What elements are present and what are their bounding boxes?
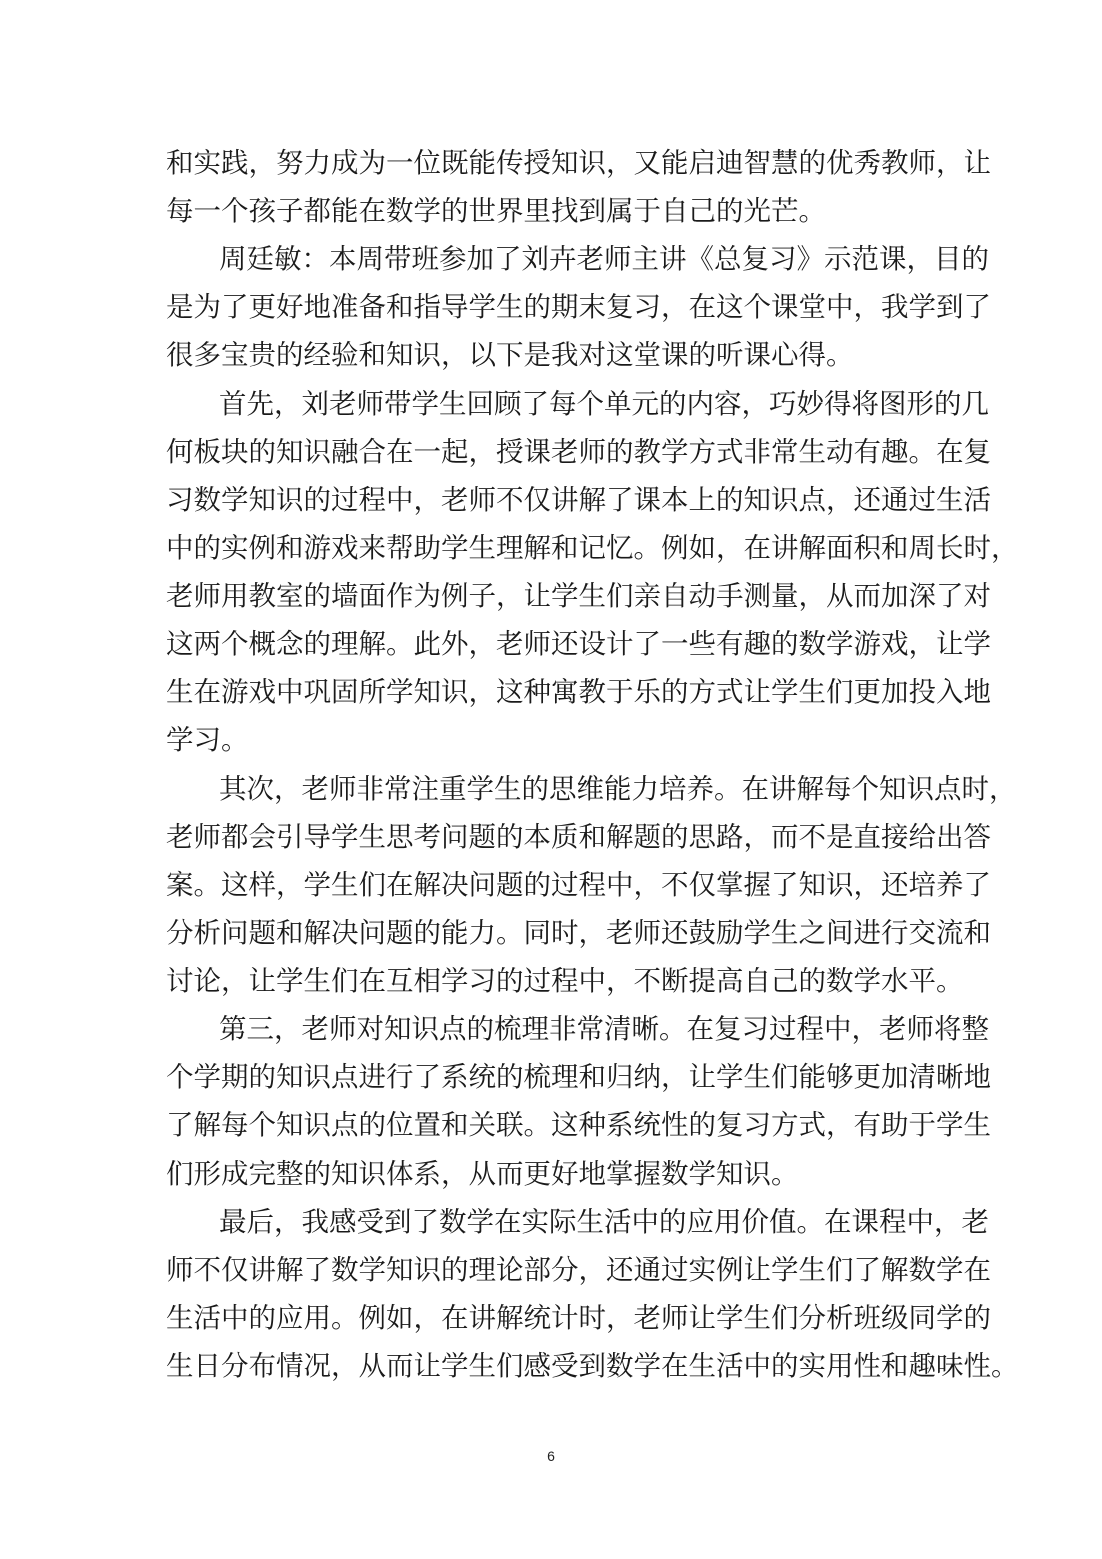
paragraph-line: 师不仅讲解了数学知识的理论部分，还通过实例让学生们了解数学在 (166, 1254, 991, 1286)
paragraph-line: 很多宝贵的经验和知识，以下是我对这堂课的听课心得。 (166, 339, 854, 371)
paragraph-line: 周廷敏：本周带班参加了刘卉老师主讲《总复习》示范课，目的 (219, 243, 989, 275)
paragraph-line: 和实践，努力成为一位既能传授知识，又能启迪智慧的优秀教师，让 (166, 147, 991, 179)
paragraph-line: 老师用教室的墙面作为例子，让学生们亲自动手测量，从而加深了对 (166, 580, 991, 612)
paragraph-line: 习数学知识的过程中，老师不仅讲解了课本上的知识点，还通过生活 (166, 484, 991, 516)
paragraph-line: 最后，我感受到了数学在实际生活中的应用价值。在课程中，老 (219, 1206, 989, 1238)
paragraph-line: 首先，刘老师带学生回顾了每个单元的内容，巧妙得将图形的几 (219, 388, 989, 420)
paragraph-line: 生日分布情况，从而让学生们感受到数学在生活中的实用性和趣味性。 (166, 1350, 1019, 1382)
paragraph-line: 老师都会引导学生思考问题的本质和解题的思路，而不是直接给出答 (166, 821, 991, 853)
paragraph-line: 个学期的知识点进行了系统的梳理和归纳，让学生们能够更加清晰地 (166, 1061, 991, 1093)
paragraph-line: 何板块的知识融合在一起，授课老师的教学方式非常生动有趣。在复 (166, 436, 991, 468)
paragraph-line: 其次，老师非常注重学生的思维能力培养。在讲解每个知识点时， (219, 773, 1017, 805)
paragraph-line: 生在游戏中巩固所学知识，这种寓教于乐的方式让学生们更加投入地 (166, 676, 991, 708)
page-number: 6 (547, 1448, 555, 1464)
paragraph-line: 是为了更好地准备和指导学生的期末复习，在这个课堂中，我学到了 (166, 291, 991, 323)
paragraph-line: 案。这样，学生们在解决问题的过程中，不仅掌握了知识，还培养了 (166, 869, 991, 901)
paragraph-line: 分析问题和解决问题的能力。同时，老师还鼓励学生之间进行交流和 (166, 917, 991, 949)
paragraph-line: 生活中的应用。例如，在讲解统计时，老师让学生们分析班级同学的 (166, 1302, 991, 1334)
paragraph-line: 中的实例和游戏来帮助学生理解和记忆。例如，在讲解面积和周长时， (166, 532, 1019, 564)
paragraph-line: 们形成完整的知识体系，从而更好地掌握数学知识。 (166, 1158, 799, 1190)
paragraph-line: 讨论，让学生们在互相学习的过程中，不断提高自己的数学水平。 (166, 965, 964, 997)
paragraph-line: 了解每个知识点的位置和关联。这种系统性的复习方式，有助于学生 (166, 1109, 991, 1141)
paragraph-line: 每一个孩子都能在数学的世界里找到属于自己的光芒。 (166, 195, 826, 227)
paragraph-line: 第三，老师对知识点的梳理非常清晰。在复习过程中，老师将整 (219, 1013, 989, 1045)
paragraph-line: 学习。 (166, 724, 249, 756)
paragraph-line: 这两个概念的理解。此外，老师还设计了一些有趣的数学游戏，让学 (166, 628, 991, 660)
